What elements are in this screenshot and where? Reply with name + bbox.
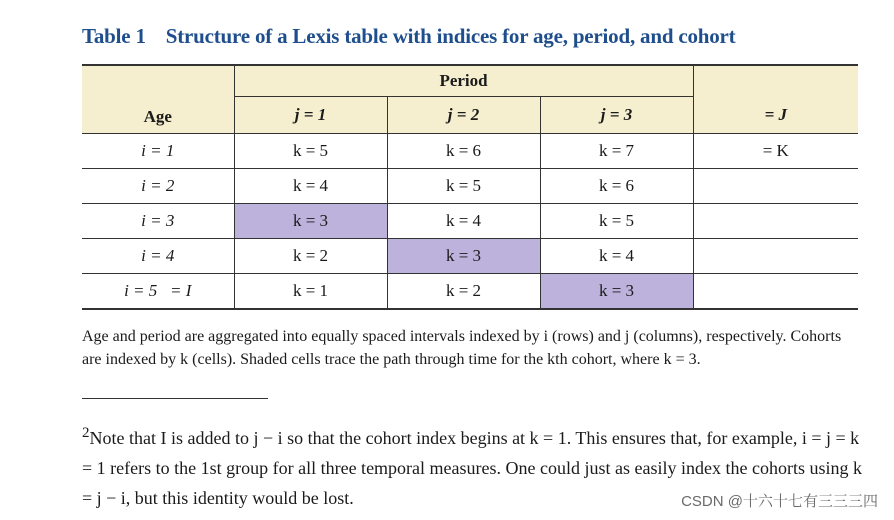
age-header bbox=[82, 65, 234, 134]
footnote-text: Note that I is added to j − i so that the cohort index begins at k = 1. This ensures that, for example, i = j = k = 1 refers to the 1st group for all three temporal measures. One could just as easily index the cohorts using k = j − i, but this identity would be lost. bbox=[82, 428, 862, 508]
cohort-cell: k = 6 bbox=[387, 134, 540, 169]
period-header-blank bbox=[693, 65, 858, 97]
cohort-cell: k = 5 bbox=[387, 169, 540, 204]
cohort-cell bbox=[693, 274, 858, 310]
cohort-cell: k = 2 bbox=[234, 239, 387, 274]
column-header-j1: j = 1 bbox=[234, 97, 387, 134]
cohort-cell bbox=[693, 204, 858, 239]
cohort-cell: k = 5 bbox=[540, 204, 693, 239]
cohort-cell: k = 6 bbox=[540, 169, 693, 204]
cohort-cell-shaded: k = 3 bbox=[540, 274, 693, 310]
watermark: CSDN @十六十七有三三三四 bbox=[681, 493, 878, 510]
age-cell: i = 2 bbox=[82, 169, 234, 204]
table-row bbox=[82, 169, 858, 204]
period-header bbox=[234, 65, 693, 97]
cohort-cell: = K bbox=[693, 134, 858, 169]
age-cell: i = 4 bbox=[82, 239, 234, 274]
age-cell: i = 3 bbox=[82, 204, 234, 239]
cohort-cell: k = 7 bbox=[540, 134, 693, 169]
cohort-cell: k = 2 bbox=[387, 274, 540, 310]
period-header-label: Period bbox=[439, 71, 488, 90]
lexis-table bbox=[82, 64, 858, 310]
cohort-cell: k = 5 bbox=[234, 134, 387, 169]
table-number: Table 1 bbox=[82, 24, 146, 48]
table-row bbox=[82, 204, 858, 239]
table-row bbox=[82, 274, 858, 310]
age-cell: i = 1 bbox=[82, 134, 234, 169]
cohort-cell: k = 4 bbox=[540, 239, 693, 274]
column-header-jJ: = J bbox=[693, 97, 858, 134]
cohort-cell: k = 4 bbox=[387, 204, 540, 239]
cohort-cell-shaded: k = 3 bbox=[234, 204, 387, 239]
table-caption bbox=[82, 24, 735, 49]
cohort-cell bbox=[693, 239, 858, 274]
footnote-marker: 2 bbox=[82, 425, 90, 441]
table-note: Age and period are aggregated into equally spaced intervals indexed by i (rows) and j (columns), respectively. Cohorts are indexed by k (cells). Shaded cells trace the path through time for the kth cohort, where k = 3. bbox=[82, 328, 842, 368]
table-title: Structure of a Lexis table with indices for age, period, and cohort bbox=[165, 24, 736, 48]
cohort-cell bbox=[693, 169, 858, 204]
cohort-cell-shaded: k = 3 bbox=[387, 239, 540, 274]
table-row bbox=[82, 239, 858, 274]
column-header-j2: j = 2 bbox=[387, 97, 540, 134]
footnote-divider bbox=[82, 398, 268, 399]
cohort-cell: k = 1 bbox=[234, 274, 387, 310]
table-row bbox=[82, 134, 858, 169]
age-header-label: Age bbox=[143, 107, 172, 126]
age-cell: i = 5 = I bbox=[82, 274, 234, 310]
column-header-j3: j = 3 bbox=[540, 97, 693, 134]
cohort-cell: k = 4 bbox=[234, 169, 387, 204]
